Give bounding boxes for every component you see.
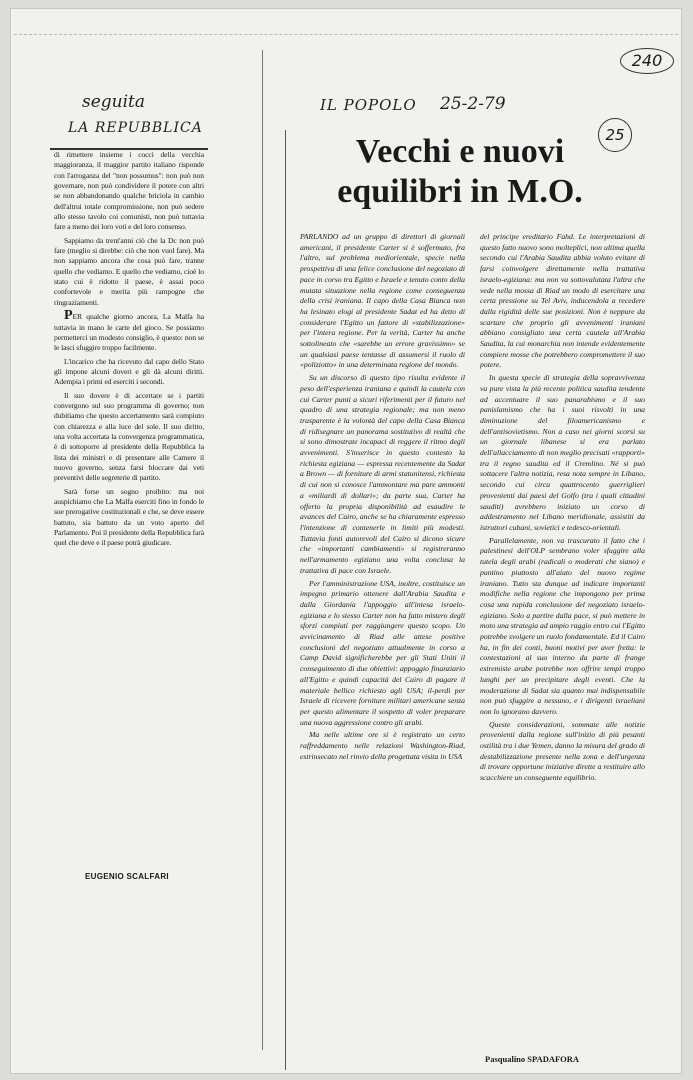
paragraph: Sappiamo da trent'anni ciò che la Dc non può fare (meglio si direbbe: ciò che non vuol fare). Ma non sappiamo ancora che cosa può fare, tranne quello che vediamo. E quello che vediamo, cioè lo stato cui è ridotto il paese, è assai poco confortevole e merita più rampogne che ringraziamenti. (54, 235, 204, 307)
paragraph: Sarà forse un sogno proibito: ma noi auspichiamo che La Malfa eserciti fino in fondo le sue prerogative costituzionali e che, se deve essere battuto, sia battuto da un voto aperto del Parlamento. Poi il presidente della Repubblica farà quel che deve e il paese potrà giudicare. (54, 486, 204, 548)
right-article-column-2 (480, 232, 645, 1052)
headline (300, 132, 620, 212)
handwritten-paper-right: IL POPOLO (320, 96, 417, 114)
left-article-text (54, 150, 204, 872)
column-divider (262, 50, 263, 1050)
handwritten-date: 25-2-79 (440, 94, 506, 114)
paragraph: di rimettere insieme i cocci della vecchia maggioranza, il maggior partito italiano risponde con l'arroganza del "non possumus": non può non governare, non può condividere il potere con altri se non abbandonando qualche briciola in cambio dell'altrui totale compromissione, non può sedere allo stesso tavolo coi comunisti, non può tuttavia fare a meno dei loro voti e del loro consenso. (54, 150, 204, 232)
paragraph: PARLANDO ad un gruppo di direttori di giornali americani, il presidente Carter si è soffermato, fra l'altro, sul problema mediorientale, specie nella prospettiva di una felice conclusione del negoziato di pace in corso tra Egitto e Israele e tenuto conto della mutata situazione nella regione come conseguenza della crisi iraniana. Il capo della Casa Bianca non ha lesinato elogi al presidente Sadat ed ha detto di considerare l'Egitto un fattore di «stabilizzazione» per l'intera regione. Per la verità, Carter ha anche sottolineato che «sarebbe un errore gravissimo» se un qualsiasi paese tentasse di assumersi il ruolo di «poliziotto» in una determinata regione del mondo. (300, 232, 465, 370)
paragraph: PER qualche giorno ancora, La Malfa ha tuttavia in mano le carte del gioco. Se possiamo permetterci un modesto consiglio, è questo: non se le lasci sfuggire troppo facilmente. (54, 308, 204, 353)
handwritten-note: seguita (82, 92, 146, 112)
clip-number-circle: 25 (598, 118, 632, 152)
paragraph: Il suo dovere è di accertare se i partiti convergono sul suo programma di governo; non dubitiamo che questo accertamento sarà compiuto con chiarezza e alla luce del sole. Il suo diritto, una volta accertata la convergenza programmatica, è di sottoporre al presidente della Repubblica la lista dei ministri e di presentare alle Camere il nuovo governo, senza farsi bloccare dai veti preventivi delle segreterie di partito. (54, 390, 204, 483)
paragraph: Su un discorso di questo tipo risulta evidente il peso dell'esperienza iraniana e quindi la cautela con cui Carter punti a sicuri riferimenti per il futuro nel quadro di una strategia regionale; ma non meno trasparente è la volontà del capo della Casa Bianca di ridisegnare un panorama sostitutivo di realtà che si sono dimostrate incapaci di reggere il ritmo degli avvenimenti. S'inserisce in questo contesto la richiesta egiziana — espressa recentemente da Sadat a Brown — di forniture di armi statunitensi, richiesta di cui non si conosce l'ammontare ma pare ammonti a «miliardi di dollari»; da parte sua, Carter ha offerto la propria disponibilità ad esaudire le avances del Cairo, anche se ha chiaramente espresso l'intenzione di contenerle in limiti più modesti. Tuttavia fonti autorevoli del Cairo si dicono sicure che «importanti cambiamenti» si registreranno nell'armamento egiziano una volta conclusa la trattativa di pace con Israele. (300, 373, 465, 575)
paragraph: Per l'amministrazione USA, inoltre, costituisce un impegno primario ottenere dall'Arabia Saudita e dalla Giordania l'appoggio all'intesa israelo-egiziana e lo stesso Carter non ha fatto mistero degli sforzi compiuti per raggiungere questo scopo. Un avvicinamento di Riad alle attese positive conclusioni del negoziato attualmente in corso a Camp David significherebbe per gli Stati Uniti il conseguimento di due obiettivi: appoggio finanziario all'Egitto e quindi capacità del Cairo di pagare il materiale bellico richiesto agli USA; il-perdi per Israele di ricevere forniture militari americane senza per questo alimentare il sospetto di voler preparare una nuova aggressione contro gli arabi. (300, 578, 465, 727)
paragraph: L'incarico che ha ricevuto dal capo dello Stato gli impone alcuni doveri e gli dà alcuni diritti. Adempia i primi ed eserciti i secondi. (54, 356, 204, 387)
left-byline: EUGENIO SCALFARI (85, 872, 169, 881)
sheet-top-edge (14, 12, 678, 35)
paragraph: In questa specie di strategia della sopravvivenza va pure vista la più recente politica saudita tendente ad accentuare il suo panarabismo e il suo panislamismo che ha i suoi risvolti in una diminuzione del filoamericanismo e dell'antisovietismo. Non a caso nei giorni scorsi su un giornale libanese si era parlato dell'allacciamento di non meglio precisati «rapporti» tra il regno saudita ed il Cremlino. Né si può sottacere l'altra notizia, resa nota sempre in Libano, secondo cui circa quattrocento guerriglieri provenienti dai paesi del Golfo (tra i quali cittadini sauditi) avrebbero iniziato un corso di addestramento nel Libano meridionale, assistiti da istruttori cubani, sovietici e tedesco-orientali. (480, 373, 645, 532)
paragraph: Parallelamente, non va trascurato il fatto che i palestinesi dell'OLP sembrano voler sfuggire alla tutela degli arabi (radicali o moderati che siano) e puntino piuttosto all'aiuto del nuovo regime iraniano. Tutto sta dunque ad indicare importanti modifiche nella regione che impongono per prima cosa una rapida conclusione del negoziato israelo-egiziano. Solo a partire dalla pace, si può mettere in moto una strategia ad ampio raggio entro cui l'Egitto potrebbe svolgere un ruolo fondamentale. Ed il Cairo ha, in fin dei conti, buoni motivi per aver fretta: le contestazioni al suo interno da parte di frange estremiste arabe potrebbe non offrire tempi troppo lunghi per un precipitare degli eventi. Che la moderazione di Sadat sia quanto mai indispensabile non può sfuggire a nessuno, e i dirigenti israeliani non lo ignorano davvero. (480, 535, 645, 716)
headline-line-1: Vecchi e nuovi (355, 133, 565, 170)
paragraph: del principe ereditario Fahd. Le interpretazioni di questo fatto nuovo sono molteplici, non ultima quella secondo cui l'Arabia Saudita abbia voluto evitare di farsi coinvolgere direttamente nella trattativa israelo-egiziana: ma non va sottovalutata l'altra che vede nella mossa di Riad un modo di esercitare una certa pressione su Tel Aviv, inducendola a recedere dalla rigidità delle sue posizioni. Non è neppure da scartare che proprio gli avvenimenti iraniani abbiano consigliato una certa cautela all'Arabia Saudita, la cui monarchia non intende evidentemente compiere mosse che potrebbero compromettere il suo potere. (480, 232, 645, 370)
right-article-column-1 (300, 232, 465, 1052)
paragraph: Queste considerazioni, sommate alle notizie provenienti dalla regione sull'inizio di più pesanti ostilità tra i due Yemen, danno la misura del grado di destabilizzazione presente nella zona e dell'urgenza di trovare opportune iniziative dirette a restituire allo scacchiere un conseguente equilibrio. (480, 719, 645, 783)
paragraph: Ma nelle ultime ore si è registrato un certo raffreddamento nelle relazioni Washington-Riad, estrinsecato nel rinvio della progettata visita in USA (300, 730, 465, 761)
handwritten-paper-left: LA REPUBBLICA (68, 120, 203, 136)
headline-line-2: equilibri in M.O. (337, 173, 583, 210)
page-number-circle: 240 (620, 48, 674, 74)
right-byline: Pasqualino SPADAFORA (485, 1054, 580, 1064)
